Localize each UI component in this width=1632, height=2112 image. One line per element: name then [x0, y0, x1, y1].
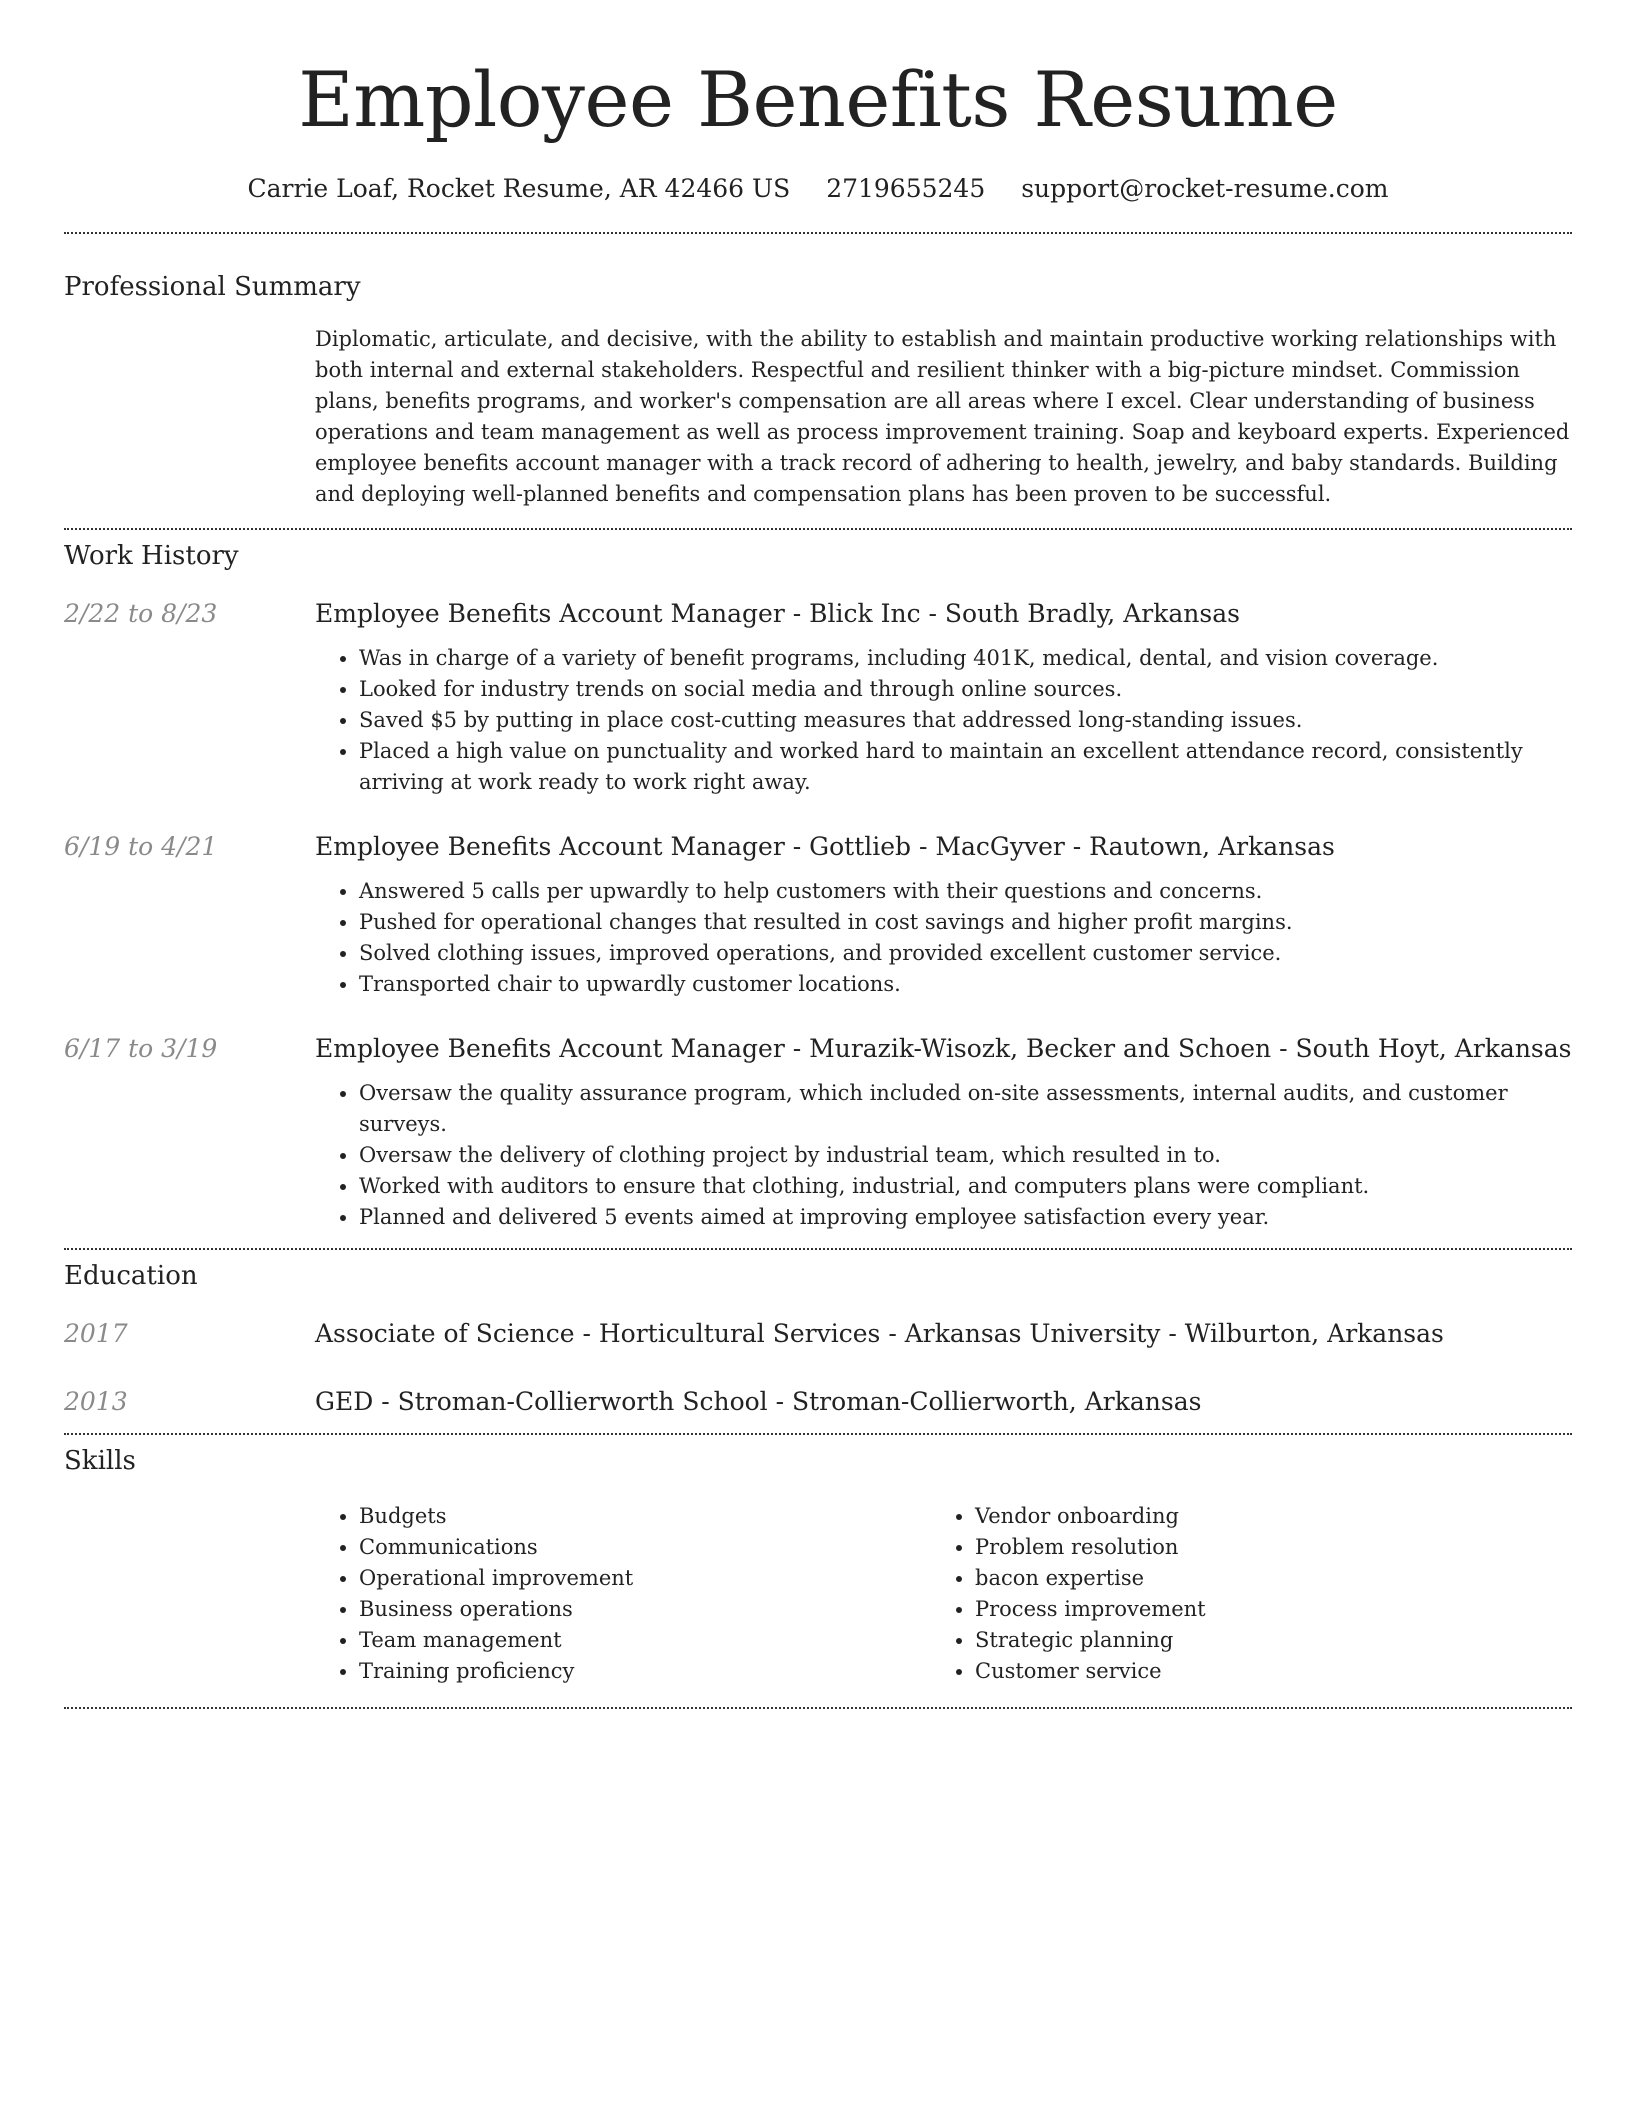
job-title: Employee Benefits Account Manager - Gottlieb - MacGyver - Rautown, Arkansas [315, 832, 1335, 861]
job-bullets [315, 876, 1572, 1000]
job-bullets [315, 643, 1572, 798]
skills-column-2 [931, 1501, 1547, 1687]
skills-column-1 [315, 1501, 931, 1687]
job-entry [64, 597, 1572, 798]
job-entry [64, 830, 1572, 1000]
job-title: Employee Benefits Account Manager - Murazik-Wisozk, Becker and Schoen - South Hoyt, Arkansas [315, 1034, 1572, 1063]
education-year: 2013 [64, 1387, 128, 1416]
list-item: • Placed a high value on punctuality and worked hard to maintain an excellent attendance record, consistently arriving at work ready to work right away. [359, 736, 1572, 798]
list-item: • Planned and delivered 5 events aimed at improving employee satisfaction every year. [359, 1202, 1572, 1233]
skill-item: • Team management [359, 1625, 931, 1656]
divider [64, 1433, 1572, 1435]
skill-item: • Business operations [359, 1594, 931, 1625]
list-item: • Solved clothing issues, improved operations, and provided excellent customer service. [359, 938, 1572, 969]
education-entry [64, 1317, 1572, 1351]
list-item: • Oversaw the quality assurance program, which included on-site assessments, internal audits, and customer surveys. [359, 1078, 1572, 1140]
contact-address: Carrie Loaf, Rocket Resume, AR 42466 US [247, 174, 791, 203]
skill-item: • Customer service [975, 1656, 1547, 1687]
job-title: Employee Benefits Account Manager - Blick Inc - South Bradly, Arkansas [315, 599, 1240, 628]
resume-page [64, 0, 1572, 1709]
divider [64, 1248, 1572, 1250]
list-item: • Looked for industry trends on social media and through online sources. [359, 674, 1572, 705]
list-item: • Answered 5 calls per upwardly to help customers with their questions and concerns. [359, 876, 1572, 907]
summary-text: Diplomatic, articulate, and decisive, with the ability to establish and maintain productive working relationships with both internal and external stakeholders. Respectful and resilient thinker with a big-picture mindset. Commission plans, benefits programs, and worker's compensation are all areas where I excel. Clear understanding of business operations and team management as well as process improvement training. Soap and keyboard experts. Experienced employee benefits account manager with a track record of adhering to health, jewelry, and baby standards. Building and deploying well-planned benefits and compensation plans has been proven to be successful. [315, 327, 1570, 506]
education-text: Associate of Science - Horticultural Services - Arkansas University - Wilburton, Arkansas [315, 1319, 1444, 1348]
education-text: GED - Stroman-Collierworth School - Stroman-Collierworth, Arkansas [315, 1387, 1202, 1416]
skills-row [64, 1501, 1572, 1687]
job-entry [64, 1032, 1572, 1233]
contact-phone: 2719655245 [826, 174, 986, 203]
skill-item: • Communications [359, 1532, 931, 1563]
skill-item: • Operational improvement [359, 1563, 931, 1594]
list-item: • Was in charge of a variety of benefit programs, including 401K, medical, dental, and vision coverage. [359, 643, 1572, 674]
skill-item: • Problem resolution [975, 1532, 1547, 1563]
divider [64, 232, 1572, 234]
section-title-work-history: Work History [64, 541, 239, 571]
education-year: 2017 [64, 1319, 128, 1348]
section-title-summary: Professional Summary [64, 272, 361, 302]
divider [64, 1707, 1572, 1709]
job-dates: 2/22 to 8/23 [64, 599, 218, 628]
skill-item: • Training proficiency [359, 1656, 931, 1687]
summary-row [64, 324, 1572, 510]
divider [64, 528, 1572, 530]
contact-line [64, 172, 1572, 206]
skill-item: • Process improvement [975, 1594, 1547, 1625]
list-item: • Oversaw the delivery of clothing project by industrial team, which resulted in to. [359, 1140, 1572, 1171]
job-dates: 6/19 to 4/21 [64, 832, 218, 861]
resume-title: Employee Benefits Resume [298, 55, 1338, 144]
list-item: • Pushed for operational changes that resulted in cost savings and higher profit margins. [359, 907, 1572, 938]
contact-email[interactable]: support@rocket-resume.com [1021, 174, 1389, 203]
skill-item: • Budgets [359, 1501, 931, 1532]
skill-item: • Vendor onboarding [975, 1501, 1547, 1532]
education-entry [64, 1385, 1572, 1419]
section-title-skills: Skills [64, 1446, 136, 1476]
job-bullets [315, 1078, 1572, 1233]
job-dates: 6/17 to 3/19 [64, 1034, 218, 1063]
skill-item: • Strategic planning [975, 1625, 1547, 1656]
skill-item: • bacon expertise [975, 1563, 1547, 1594]
section-title-education: Education [64, 1261, 198, 1291]
list-item: • Saved $5 by putting in place cost-cutting measures that addressed long-standing issues. [359, 705, 1572, 736]
list-item: • Worked with auditors to ensure that clothing, industrial, and computers plans were compliant. [359, 1171, 1572, 1202]
list-item: • Transported chair to upwardly customer locations. [359, 969, 1572, 1000]
